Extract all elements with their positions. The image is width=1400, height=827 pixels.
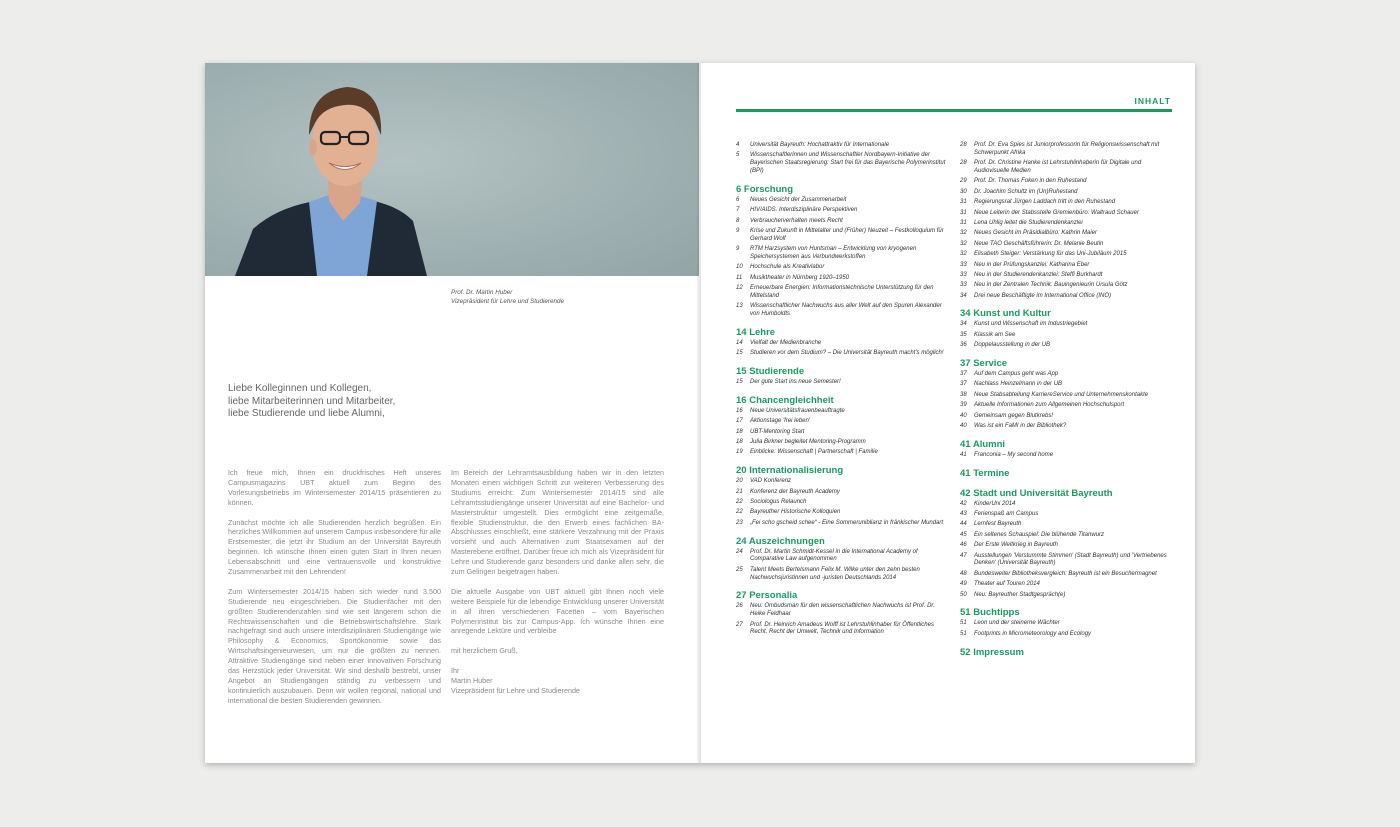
signature-line: Ihr: [451, 666, 460, 676]
toc-page-number: 19: [736, 449, 743, 456]
toc-entry-title: Lena Uhlig leitet die Studierendenkanzlei: [974, 219, 1083, 226]
toc-entry-title: Franconia – My second home: [974, 451, 1054, 458]
toc-heading: INHALT: [1134, 96, 1171, 106]
caption-name: Prof. Dr. Martin Huber: [451, 289, 513, 296]
toc-entry-title: KinderUni 2014: [974, 500, 1016, 507]
toc-entry: [960, 332, 1175, 340]
toc-page-number: 7: [736, 207, 740, 214]
toc-entry: [736, 197, 951, 205]
toc-section-title: 51 Buchtipps: [960, 607, 1020, 619]
toc-entry: [736, 449, 951, 457]
toc-entry-title: Klassik am See: [974, 331, 1016, 338]
toc-page-number: 21: [736, 488, 743, 495]
toc-entry: [960, 142, 1175, 158]
toc-page-number: 47: [960, 552, 967, 559]
left-page: [205, 63, 699, 763]
toc-page-number: 10: [736, 264, 743, 271]
toc-page-number: 18: [736, 439, 743, 446]
toc-entry-title: Theater auf Touren 2014: [974, 581, 1040, 588]
toc-page-number: 32: [960, 251, 967, 258]
toc-page-number: 15: [736, 379, 743, 386]
toc-page-number: 33: [960, 261, 967, 268]
toc-page-number: 49: [960, 581, 967, 588]
toc-entry: [736, 350, 951, 358]
toc-entry-title: Einblicke: Wissenschaft | Partnerschaft | Familie: [750, 449, 878, 456]
toc-entry: [736, 429, 951, 437]
toc-entry-title: „Fei scho gscheid schee“ - Eine Sommeruniblianz in fränkischer Mundart: [750, 519, 944, 526]
toc-page-number: 42: [960, 500, 967, 507]
toc-entry-title: Ausstellungen 'Verstummte Stimmen' (Stadt Bayreuth) und 'Vertriebenes Denken' (Universität Bayreuth): [974, 552, 1167, 567]
toc-section-title: 41 Alumni: [960, 438, 1006, 450]
letter-column-2: [451, 468, 664, 696]
toc-entry-title: HIV/AIDS. Interdisziplinäre Perspektiven: [750, 207, 858, 214]
toc-entry: [736, 567, 951, 583]
toc-entry: [736, 152, 951, 175]
toc-entry: [736, 142, 951, 150]
toc-entry-title: Neue TAO Geschäftsführerin: Dr. Melanie Beutin: [974, 240, 1104, 247]
toc-entry-title: Prof. Dr. Eva Spies ist Juniorprofessorin für Religionswissenschaft mit Schwerpunkt Afrika: [974, 142, 1160, 156]
toc-page-number: 36: [960, 342, 967, 349]
toc-entry: [960, 381, 1175, 389]
toc-entry-title: Auf dem Campus geht was App: [974, 371, 1059, 378]
toc-entry-title: Erneuerbare Energien: Informationstechnische Unterstützung für den Mittelstand: [750, 285, 934, 299]
toc-entry: [736, 246, 951, 262]
toc-page-number: 25: [736, 566, 743, 573]
accent-rule: [736, 109, 1172, 112]
toc-entry: [960, 342, 1175, 350]
toc-section-title: 20 Internationalisierung: [736, 465, 844, 477]
toc-entry-title: Der gute Start ins neue Semester!: [750, 379, 841, 386]
toc-entry: [960, 402, 1175, 410]
toc-section-title: 52 Impressum: [960, 646, 1024, 658]
toc-entry-title: Ferienspaß am Campus: [974, 510, 1039, 517]
toc-entry: [736, 499, 951, 507]
toc-page-number: 9: [736, 227, 740, 234]
toc-page-number: 48: [960, 570, 967, 577]
toc-page-number: 30: [960, 188, 967, 195]
toc-entry-title: RTM Harzsystem von Huntsman – Entwicklung von kryogenen Speichersystemen aus Verbundwerkstoffen: [750, 246, 917, 260]
toc-page-number: 43: [960, 510, 967, 517]
toc-entry-title: Studieren vor dem Studium? – Die Universität Bayreuth macht's möglich!: [750, 350, 944, 357]
toc-page-number: 28: [960, 142, 967, 148]
toc-page-number: 32: [960, 240, 967, 247]
toc-page-number: 39: [960, 402, 967, 409]
toc-page-number: 51: [960, 630, 967, 637]
toc-page-number: 15: [736, 350, 743, 357]
toc-section-title: 6 Forschung: [736, 183, 794, 195]
toc-entry-title: Neu: Bayreuther Stadtgespräch(e): [974, 591, 1066, 598]
toc-page-number: 11: [736, 274, 743, 281]
toc-entry: [960, 210, 1175, 218]
toc-page-number: 34: [960, 292, 967, 299]
salutation-line: Liebe Kolleginnen und Kollegen,: [228, 383, 372, 394]
toc-entry: [960, 571, 1175, 579]
salutation: [228, 383, 395, 421]
toc-section-title: 37 Service: [960, 358, 1008, 370]
toc-entry: [960, 160, 1175, 176]
toc-entry-title: Nachlass Heinzelmann in der UB: [974, 381, 1063, 388]
toc-entry-title: Neue Stabsabteilung KarriereService und Unternehmenskontakte: [974, 391, 1149, 398]
toc-entry: [736, 340, 951, 348]
toc-entry: [960, 241, 1175, 249]
toc-page-number: 38: [960, 391, 967, 398]
toc-page-number: 20: [736, 478, 743, 485]
toc-page-number: 51: [960, 620, 967, 627]
toc-entry: [736, 379, 951, 387]
toc-page-number: 4: [736, 142, 740, 148]
toc-section-title: 24 Auszeichnungen: [736, 535, 825, 547]
toc-entry-title: Verbraucherverhalten meets Recht: [750, 217, 843, 224]
toc-entry: [960, 452, 1175, 460]
signature-line: Martin Huber: [451, 675, 493, 685]
toc-entry-title: Doppelausstellung in der UB: [974, 342, 1051, 349]
toc-entry: [736, 603, 951, 619]
portrait-photo: [205, 63, 699, 276]
toc-entry: [960, 631, 1175, 639]
toc-entry: [736, 408, 951, 416]
toc-page-number: 16: [736, 407, 743, 414]
toc-page-number: 18: [736, 428, 743, 435]
toc-page-number: 23: [736, 519, 743, 526]
toc-page-number: 31: [960, 219, 967, 226]
toc-entry: [736, 439, 951, 447]
toc-entry-title: Wissenschaftlerinnen und Wissenschaftler Nordbayern-Initiative der Bayerischen Staatsregierung: Start frei für das Bayerische Polymerinstitut (BPI): [750, 152, 946, 174]
toc-entry-title: Elisabeth Steiger: Verstärkung für das Uni-Jubiläum 2015: [974, 251, 1127, 258]
toc-entry: [960, 423, 1175, 431]
toc-entry-title: Drei neue Beschäftigte im International Office (INO): [974, 292, 1112, 299]
toc-page-number: 26: [736, 603, 743, 610]
toc-page-number: 45: [960, 531, 967, 538]
toc-page-number: 14: [736, 339, 743, 346]
toc-entry-title: Footprints in Micrometeorology and Ecology: [974, 630, 1092, 637]
toc-entry: [960, 620, 1175, 628]
toc-entry-title: Bundesweiter Bibliotheksvergleich: Bayreuth ist ein Besuchermagnet: [974, 570, 1157, 577]
toc-entry: [960, 521, 1175, 529]
toc-page-number: 40: [960, 423, 967, 429]
toc-entry: [960, 542, 1175, 550]
toc-entry: [960, 282, 1175, 290]
toc-page-number: 37: [960, 381, 967, 388]
toc-entry: [736, 489, 951, 497]
toc-entry-title: Bayreuther Historische Kolloquien: [750, 509, 841, 516]
toc-entry-title: Prof. Dr. Thomas Foken in den Ruhestand: [974, 178, 1087, 185]
paragraph: Zunächst möchte ich alle Studierenden herzlich begrüßen. Ein herzliches Willkommen auf unserem Campus insbesondere für alle Erstsemester, die jetzt ihr Studium an der Universität Bayreuth beginnen. Ich wünsche Ihnen einen guten Start in Ihren neuen Lebensabschnitt und eine vertrauensvolle und konstruktive Zusammenarbeit mit den Lehrenden!: [228, 517, 441, 577]
toc-entry: [960, 178, 1175, 186]
toc-entry-title: Prof. Dr. Christine Hanke ist Lehrstuhlinhaberin für Digitale und Audiovisuelle Medien: [974, 160, 1142, 174]
toc-entry: [736, 285, 951, 301]
toc-entry: [960, 392, 1175, 400]
toc-page-number: 13: [736, 303, 743, 310]
toc-entry-title: Talent Meets Bertelsmann Felix M. Wilke unter den zehn besten Nachwuchsjuristinnen und -juristen Deutschlands 2014: [750, 566, 920, 581]
toc-entry-title: Lernfest Bayreuth: [974, 521, 1022, 528]
toc-entry-title: Gemeinsam gegen Blutkrebs!: [974, 412, 1054, 419]
toc-entry-title: UBT-Mentoring Start: [750, 428, 805, 435]
toc-entry: [736, 509, 951, 517]
toc-entry: [960, 220, 1175, 228]
toc-entry-title: Neue Leiterin der Stabsstelle Gremienbüro: Waltraud Schauer: [974, 209, 1139, 216]
toc-section-title: 15 Studierende: [736, 366, 805, 378]
toc-page-number: 22: [736, 509, 743, 516]
toc-entry-title: Regierungsrat Jürgen Laddach tritt in den Ruhestand: [974, 199, 1116, 206]
salutation-line: liebe Mitarbeiterinnen und Mitarbeiter,: [228, 395, 396, 407]
toc-entry-title: Sociologus Relaunch: [750, 499, 807, 506]
toc-entry: [736, 228, 951, 244]
toc-entry-title: VAD Konferenz: [750, 478, 792, 485]
toc-page-number: 22: [736, 499, 743, 506]
toc-section-title: 27 Personalia: [736, 590, 798, 602]
toc-entry: [960, 581, 1175, 589]
toc-entry-title: Neu in der Prüfungskanzlei: Katharina Eber: [974, 261, 1090, 268]
toc-page-number: 9: [736, 246, 740, 253]
right-page: [701, 63, 1195, 763]
toc-page-number: 35: [960, 331, 967, 338]
toc-entry: [960, 511, 1175, 519]
toc-page-number: 6: [736, 196, 740, 203]
toc-entry-title: Aktuelle Informationen zum Allgemeinen Hochschulsport: [974, 402, 1125, 409]
toc-entry: [736, 275, 951, 283]
toc-entry-title: Neu in der Studierendenkanzlei: Steffi Burkhardt: [974, 271, 1103, 278]
toc-entry-title: Prof. Dr. Heinrich Amadeus Wolff ist Lehrstuhlinhaber für Öffentliches Recht, Recht der Umwelt, Technik und Information: [750, 621, 934, 636]
toc-page-number: 40: [960, 412, 967, 419]
toc-entry: [960, 321, 1175, 329]
toc-entry-title: Neue Universitätsfrauenbeauftragte: [750, 407, 845, 414]
toc-entry: [736, 264, 951, 272]
toc-entry: [736, 622, 951, 638]
paragraph: Die aktuelle Ausgabe von UBT aktuell gibt Ihnen noch viele weitere Beispiele für die lebendige Entwicklung unserer Universität in all ihren verschiedenen Facetten – vom Bayerischen Polymerinstitut bis zur Campus-App. Ich wünsche Ihnen eine anregende Lektüre und verbleibe: [451, 586, 664, 636]
letter-column-1: [228, 468, 441, 716]
toc-column-right: [960, 142, 1175, 660]
toc-entry: [960, 553, 1175, 569]
toc-page-number: 34: [960, 321, 967, 328]
toc-entry-title: Julia Birkner begleitet Mentoring-Programm: [750, 439, 866, 446]
paragraph: mit herzlichem Gruß,: [451, 646, 518, 656]
toc-page-number: 12: [736, 285, 743, 292]
toc-page-number: 44: [960, 521, 967, 528]
toc-entry-title: Was ist ein FaMI in der Bibliothek?: [974, 423, 1067, 429]
toc-entry-title: Konferenz der Bayreuth Academy: [750, 488, 840, 495]
toc-page-number: 37: [960, 371, 967, 378]
toc-entry-title: Hochschule als Kreativlabor: [750, 264, 825, 271]
toc-page-number: 27: [736, 621, 743, 628]
toc-entry-title: Kunst und Wissenschaft im Industriegebiet: [974, 321, 1088, 328]
toc-page-number: 31: [960, 199, 967, 206]
toc-entry-title: Neu in der Zentralen Technik: Bauingenieurin Ursula Götz: [974, 282, 1128, 289]
toc-entry: [736, 303, 951, 319]
paragraph: Ich freue mich, Ihnen ein druckfrisches Heft unseres Campusmagazins UBT aktuell zum Beginn des Vorlesungsbetriebs im Wintersemester 2014/15 präsentieren zu können.: [228, 468, 441, 507]
signature-block: [451, 666, 664, 696]
toc-page-number: 32: [960, 230, 967, 237]
photo-caption: [451, 288, 564, 306]
toc-page-number: 33: [960, 271, 967, 278]
toc-entry: [736, 520, 951, 528]
signature-line: Vizepräsident für Lehre und Studierende: [451, 685, 580, 695]
caption-role: Vizepräsident für Lehre und Studierende: [451, 298, 564, 305]
toc-section-title: 14 Lehre: [736, 326, 776, 338]
toc-entry: [960, 413, 1175, 421]
toc-entry: [960, 199, 1175, 207]
toc-entry-title: Leon und der steinerne Wächter: [974, 620, 1060, 627]
toc-entry: [736, 418, 951, 426]
toc-entry: [960, 272, 1175, 280]
toc-entry-title: Krise und Zukunft in Mittelalter und (Früher) Neuzeit – Festkolloquium für Gerhard Wolf: [750, 227, 944, 242]
toc-entry: [960, 189, 1175, 197]
toc-page-number: 17: [736, 418, 743, 425]
toc-column-left: [736, 142, 951, 640]
toc-entry-title: Neu: Ombudsman für den wissenschaftlichen Nachwuchs ist Prof. Dr. Heike Feldhaar: [750, 603, 935, 618]
paragraph: Zum Wintersemester 2014/15 haben sich wieder rund 3.500 Studierende neu eingeschrieben. Die Studienfächer mit den größten Studierendenzahlen sind wie seit längerem schon die Rechtswissenschaften und die Betriebswirtschaftslehre. Stark nachgefragt sind auch unsere interdisziplinären Studiengänge wie Philosophy & Economics, Sportökonomie sowie das Wirtschaftsingenieurwesen, um nur die größten zu nennen. Attraktive Studiengänge sind neben einer innovativen Forschung das Herzstück jeder Universität. Wir sind deshalb bestrebt, unser Angebot an Studiengängen ständig zu verbessern und kontinuierlich auszubauen. Denn wir wollen regional, national und international die besten Studierenden gewinnen.: [228, 586, 441, 705]
toc-entry: [736, 207, 951, 215]
toc-page-number: 5: [736, 152, 740, 159]
toc-page-number: 31: [960, 209, 967, 216]
toc-entry-title: Wissenschaftlicher Nachwuchs aus aller Welt auf den Spuren Alexander von Humboldts: [750, 303, 942, 318]
toc-entry-title: Ein seltenes Schauspiel: Die blühende Titanwurz: [974, 531, 1105, 538]
toc-page-number: 41: [960, 451, 967, 458]
paragraph: Im Bereich der Lehramtsausbildung haben wir in den letzten Monaten einen wichtigen Schritt zur weiteren Verbesserung des Studiums erreicht: Zum Wintersemester 2014/15 sind alle Lehramtsstudiengänge unserer Universität auf eine Bachelor- und Masterstruktur umgestellt. Dies ermöglicht eine zeitgemäße, flexible Studienstruktur, die den Erwerb eines fachlichen BA-Abschlusses einschließt, eine stärkere Verzahnung mit der Praxis vorsieht und auch Alternativen zum Staatsexamen auf der Masterebene eröffnet. Darüber freue ich mich als Vizepräsident für Lehre und Studierende ganz besonders und danke allen sehr, die zum Gelingen beigetragen haben.: [451, 468, 664, 577]
toc-entry: [736, 218, 951, 226]
toc-page-number: 28: [960, 160, 967, 167]
toc-entry: [960, 230, 1175, 238]
toc-section-title: 41 Termine: [960, 467, 1010, 479]
magazine-spread: [205, 63, 1195, 763]
toc-entry-title: Universität Bayreuth: Hochattraktiv für Internationale: [750, 142, 890, 148]
toc-entry-title: Vielfalt der Medienbranche: [750, 339, 822, 346]
toc-entry: [960, 251, 1175, 259]
toc-entry: [960, 592, 1175, 600]
toc-page-number: 29: [960, 178, 967, 185]
toc-page-number: 24: [736, 548, 743, 555]
toc-entry-title: Musiktheater in Nürnberg 1920–1950: [750, 274, 850, 281]
toc-entry: [960, 371, 1175, 379]
toc-entry: [960, 532, 1175, 540]
toc-section-title: 16 Chancengleichheit: [736, 394, 834, 406]
toc-section-title: 42 Stadt und Universität Bayreuth: [960, 487, 1113, 499]
toc-entry: [960, 501, 1175, 509]
toc-page-number: 8: [736, 217, 740, 224]
toc-entry-title: Neues Gesicht im Präsidialbüro: Kathrin Maier: [974, 230, 1098, 237]
toc-entry-title: Dr. Joachim Schultz im (Un)Ruhestand: [974, 188, 1078, 195]
salutation-line: liebe Studierende und liebe Alumni,: [228, 408, 385, 420]
toc-entry-title: Neues Gesicht der Zusammenarbeit: [750, 196, 847, 203]
toc-entry: [960, 262, 1175, 270]
toc-page-number: 46: [960, 542, 967, 549]
toc-entry: [736, 478, 951, 486]
toc-entry-title: Aktionstage 'frei leben': [750, 418, 810, 425]
toc-page-number: 33: [960, 282, 967, 289]
toc-entry: [736, 549, 951, 565]
toc-page-number: 50: [960, 591, 967, 598]
toc-section-title: 34 Kunst und Kultur: [960, 308, 1051, 320]
toc-entry-title: Der Erste Weltkrieg in Bayreuth: [974, 542, 1058, 549]
toc-entry: [960, 293, 1175, 301]
toc-entry-title: Prof. Dr. Martin Schmidt-Kessel in die International Academy of Comparative Law aufgenommen: [750, 548, 918, 563]
